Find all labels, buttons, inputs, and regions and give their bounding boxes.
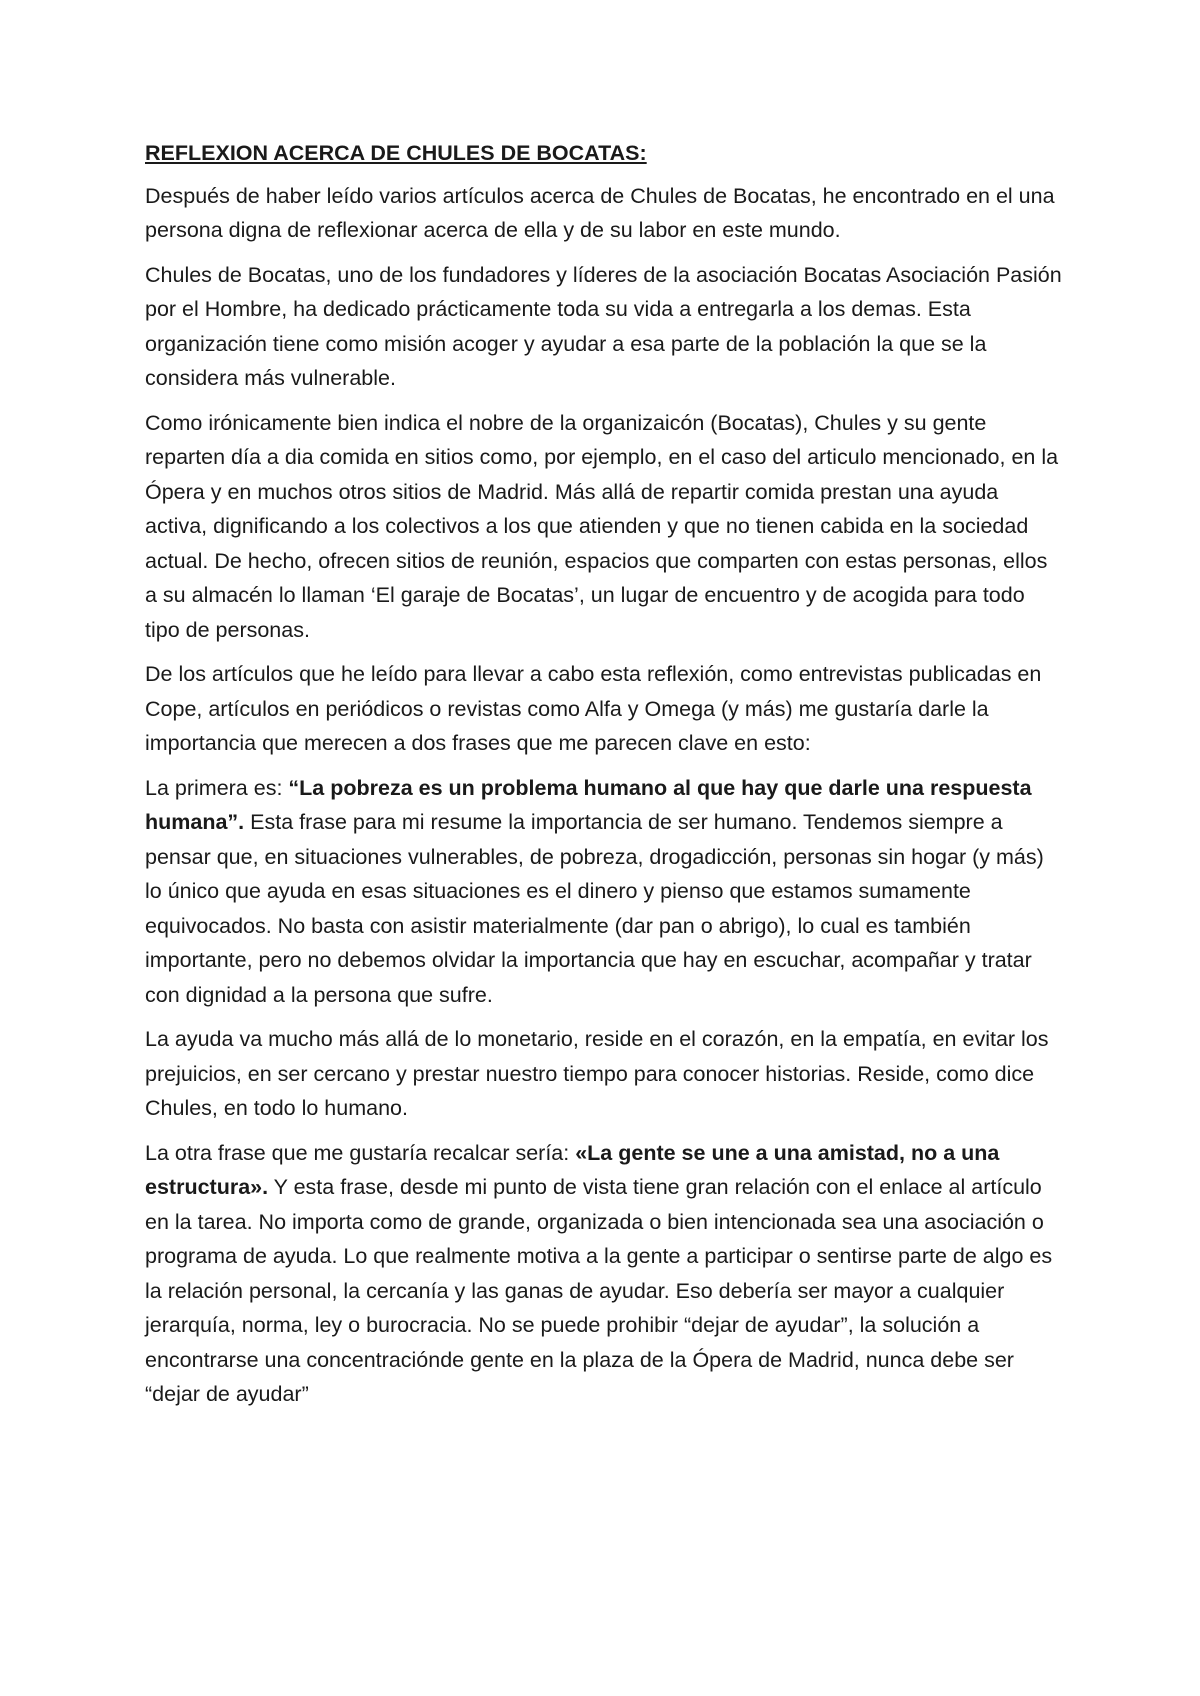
paragraph-5-rest: Esta frase para mi resume la importancia de ser humano. Tendemos siempre a pensar que, en situaciones vulnerables, de pobreza, drogadicción, personas sin hogar (y más) lo único que ayuda en esas situaciones es el dinero y pienso que estamos sumamente equivocados. No basta con asistir materialmente (dar pan o abrigo), lo cual es también importante, pero no debemos olvidar la importancia que hay en escuchar, acompañar y tratar con dignidad a la persona que sufre. [145,810,1044,1007]
paragraph-7 [145,1136,1065,1412]
paragraph-5-intro: La primera es: [145,775,289,800]
paragraph-7-intro: La otra frase que me gustaría recalcar sería: [145,1140,576,1165]
document-title: REFLEXION ACERCA DE CHULES DE BOCATAS: [145,141,647,165]
paragraph-5 [145,771,1065,1013]
paragraph-1: Después de haber leído varios artículos acerca de Chules de Bocatas, he encontrado en el una persona digna de reflexionar acerca de ella y de su labor en este mundo. [145,183,1055,242]
paragraph-6: La ayuda va mucho más allá de lo monetario, reside en el corazón, en la empatía, en evitar los prejuicios, en ser cercano y prestar nuestro tiempo para conocer historias. Reside, como dice Chules, en todo lo humano. [145,1027,1049,1120]
document-page [145,136,1065,1422]
quote-2: «La gente se une a una amistad, no a una estructura». [145,1140,1000,1199]
paragraph-4: De los artículos que he leído para llevar a cabo esta reflexión, como entrevistas publicadas en Cope, artículos en periódicos o revistas como Alfa y Omega (y más) me gustaría darle la importancia que merecen a dos frases que me parecen clave en esto: [145,662,1042,755]
quote-1: “La pobreza es un problema humano al que hay que darle una respuesta humana”. [145,775,1032,834]
paragraph-2: Chules de Bocatas, uno de los fundadores y líderes de la asociación Bocatas Asociación Pasión por el Hombre, ha dedicado prácticamente toda su vida a entregarla a los demas. Esta organización tiene como misión acoger y ayudar a esa parte de la población la que se la considera más vulnerable. [145,262,1062,390]
paragraph-7-rest: Y esta frase, desde mi punto de vista tiene gran relación con el enlace al artículo en la tarea. No importa como de grande, organizada o bien intencionada sea una asociación o programa de ayuda. Lo que realmente motiva a la gente a participar o sentirse parte de algo es la relación personal, la cercanía y las ganas de ayudar. Eso debería ser mayor a cualquier jerarquía, norma, ley o burocracia. No se puede prohibir “dejar de ayudar”, la solución a encontrarse una concentraciónde gente en la plaza de la Ópera de Madrid, nunca debe ser “dejar de ayudar” [145,1175,1053,1406]
paragraph-3: Como irónicamente bien indica el nobre de la organizaicón (Bocatas), Chules y su gente reparten día a dia comida en sitios como, por ejemplo, en el caso del articulo mencionado, en la Ópera y en muchos otros sitios de Madrid. Más allá de repartir comida prestan una ayuda activa, dignificando a los colectivos a los que atienden y que no tienen cabida en la sociedad actual. De hecho, ofrecen sitios de reunión, espacios que comparten con estas personas, ellos a su almacén lo llaman ‘El garaje de Bocatas’, un lugar de encuentro y de acogida para todo tipo de personas. [145,410,1059,642]
